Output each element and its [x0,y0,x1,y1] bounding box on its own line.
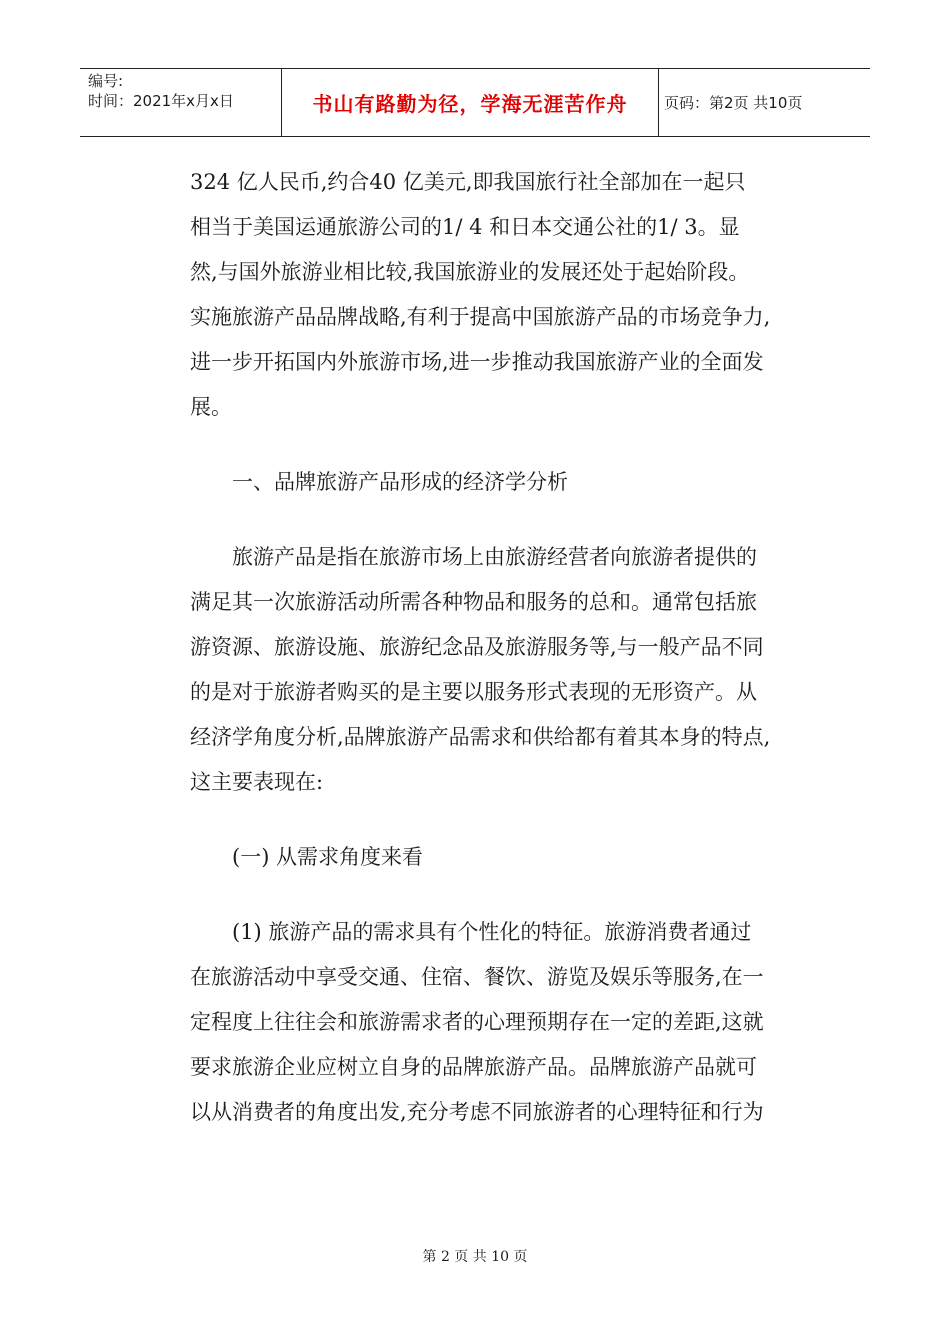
body-line: 324 亿人民币,约合40 亿美元,即我国旅行社全部加在一起只 [190,170,746,194]
body-line: 展。 [190,395,232,419]
footer-page-number: 第 2 页 共 10 页 [422,1249,528,1265]
header-meta [80,69,282,136]
body-line: 旅游产品是指在旅游市场上由旅游经营者向旅游者提供的 [190,545,757,569]
body-line: 经济学角度分析,品牌旅游产品需求和供给都有着其本身的特点, [190,725,771,749]
body-line: 以从消费者的角度出发,充分考虑不同旅游者的心理特征和行为 [190,1100,764,1124]
body-line: (1) 旅游产品的需求具有个性化的特征。旅游消费者通过 [190,920,752,944]
document-body [190,160,810,1135]
body-line: 定程度上往往会和旅游需求者的心理预期存在一定的差距,这就 [190,1010,764,1034]
header-number-label: 编号: [88,72,124,90]
body-line: 的是对于旅游者购买的是主要以服务形式表现的无形资产。从 [190,680,757,704]
body-line: 游资源、旅游设施、旅游纪念品及旅游服务等,与一般产品不同 [190,635,764,659]
body-line: 相当于美国运通旅游公司的1/ 4 和日本交通公社的1/ 3。显 [190,215,740,239]
section-heading: 一、品牌旅游产品形成的经济学分析 [190,470,568,494]
body-line: 实施旅游产品品牌战略,有利于提高中国旅游产品的市场竞争力, [190,305,771,329]
body-line: 然,与国外旅游业相比较,我国旅游业的发展还处于起始阶段。 [190,260,750,284]
body-line: 进一步开拓国内外旅游市场,进一步推动我国旅游产业的全面发 [190,350,764,374]
header-page-info-text: 页码：第2页 共10页 [664,94,803,112]
header-page-info [659,69,870,136]
page-header [80,68,870,137]
body-line: 在旅游活动中享受交通、住宿、餐饮、游览及娱乐等服务,在一 [190,965,764,989]
body-line: 要求旅游企业应树立自身的品牌旅游产品。品牌旅游产品就可 [190,1055,757,1079]
header-date: 时间：2021年x月x日 [88,92,234,110]
subsection-heading: (一) 从需求角度来看 [190,845,424,869]
header-motto [282,69,659,136]
header-motto-text: 书山有路勤为径，学海无涯苦作舟 [312,92,628,116]
body-line: 这主要表现在: [190,770,324,794]
body-line: 满足其一次旅游活动所需各种物品和服务的总和。通常包括旅 [190,590,757,614]
page-footer [0,1246,950,1266]
